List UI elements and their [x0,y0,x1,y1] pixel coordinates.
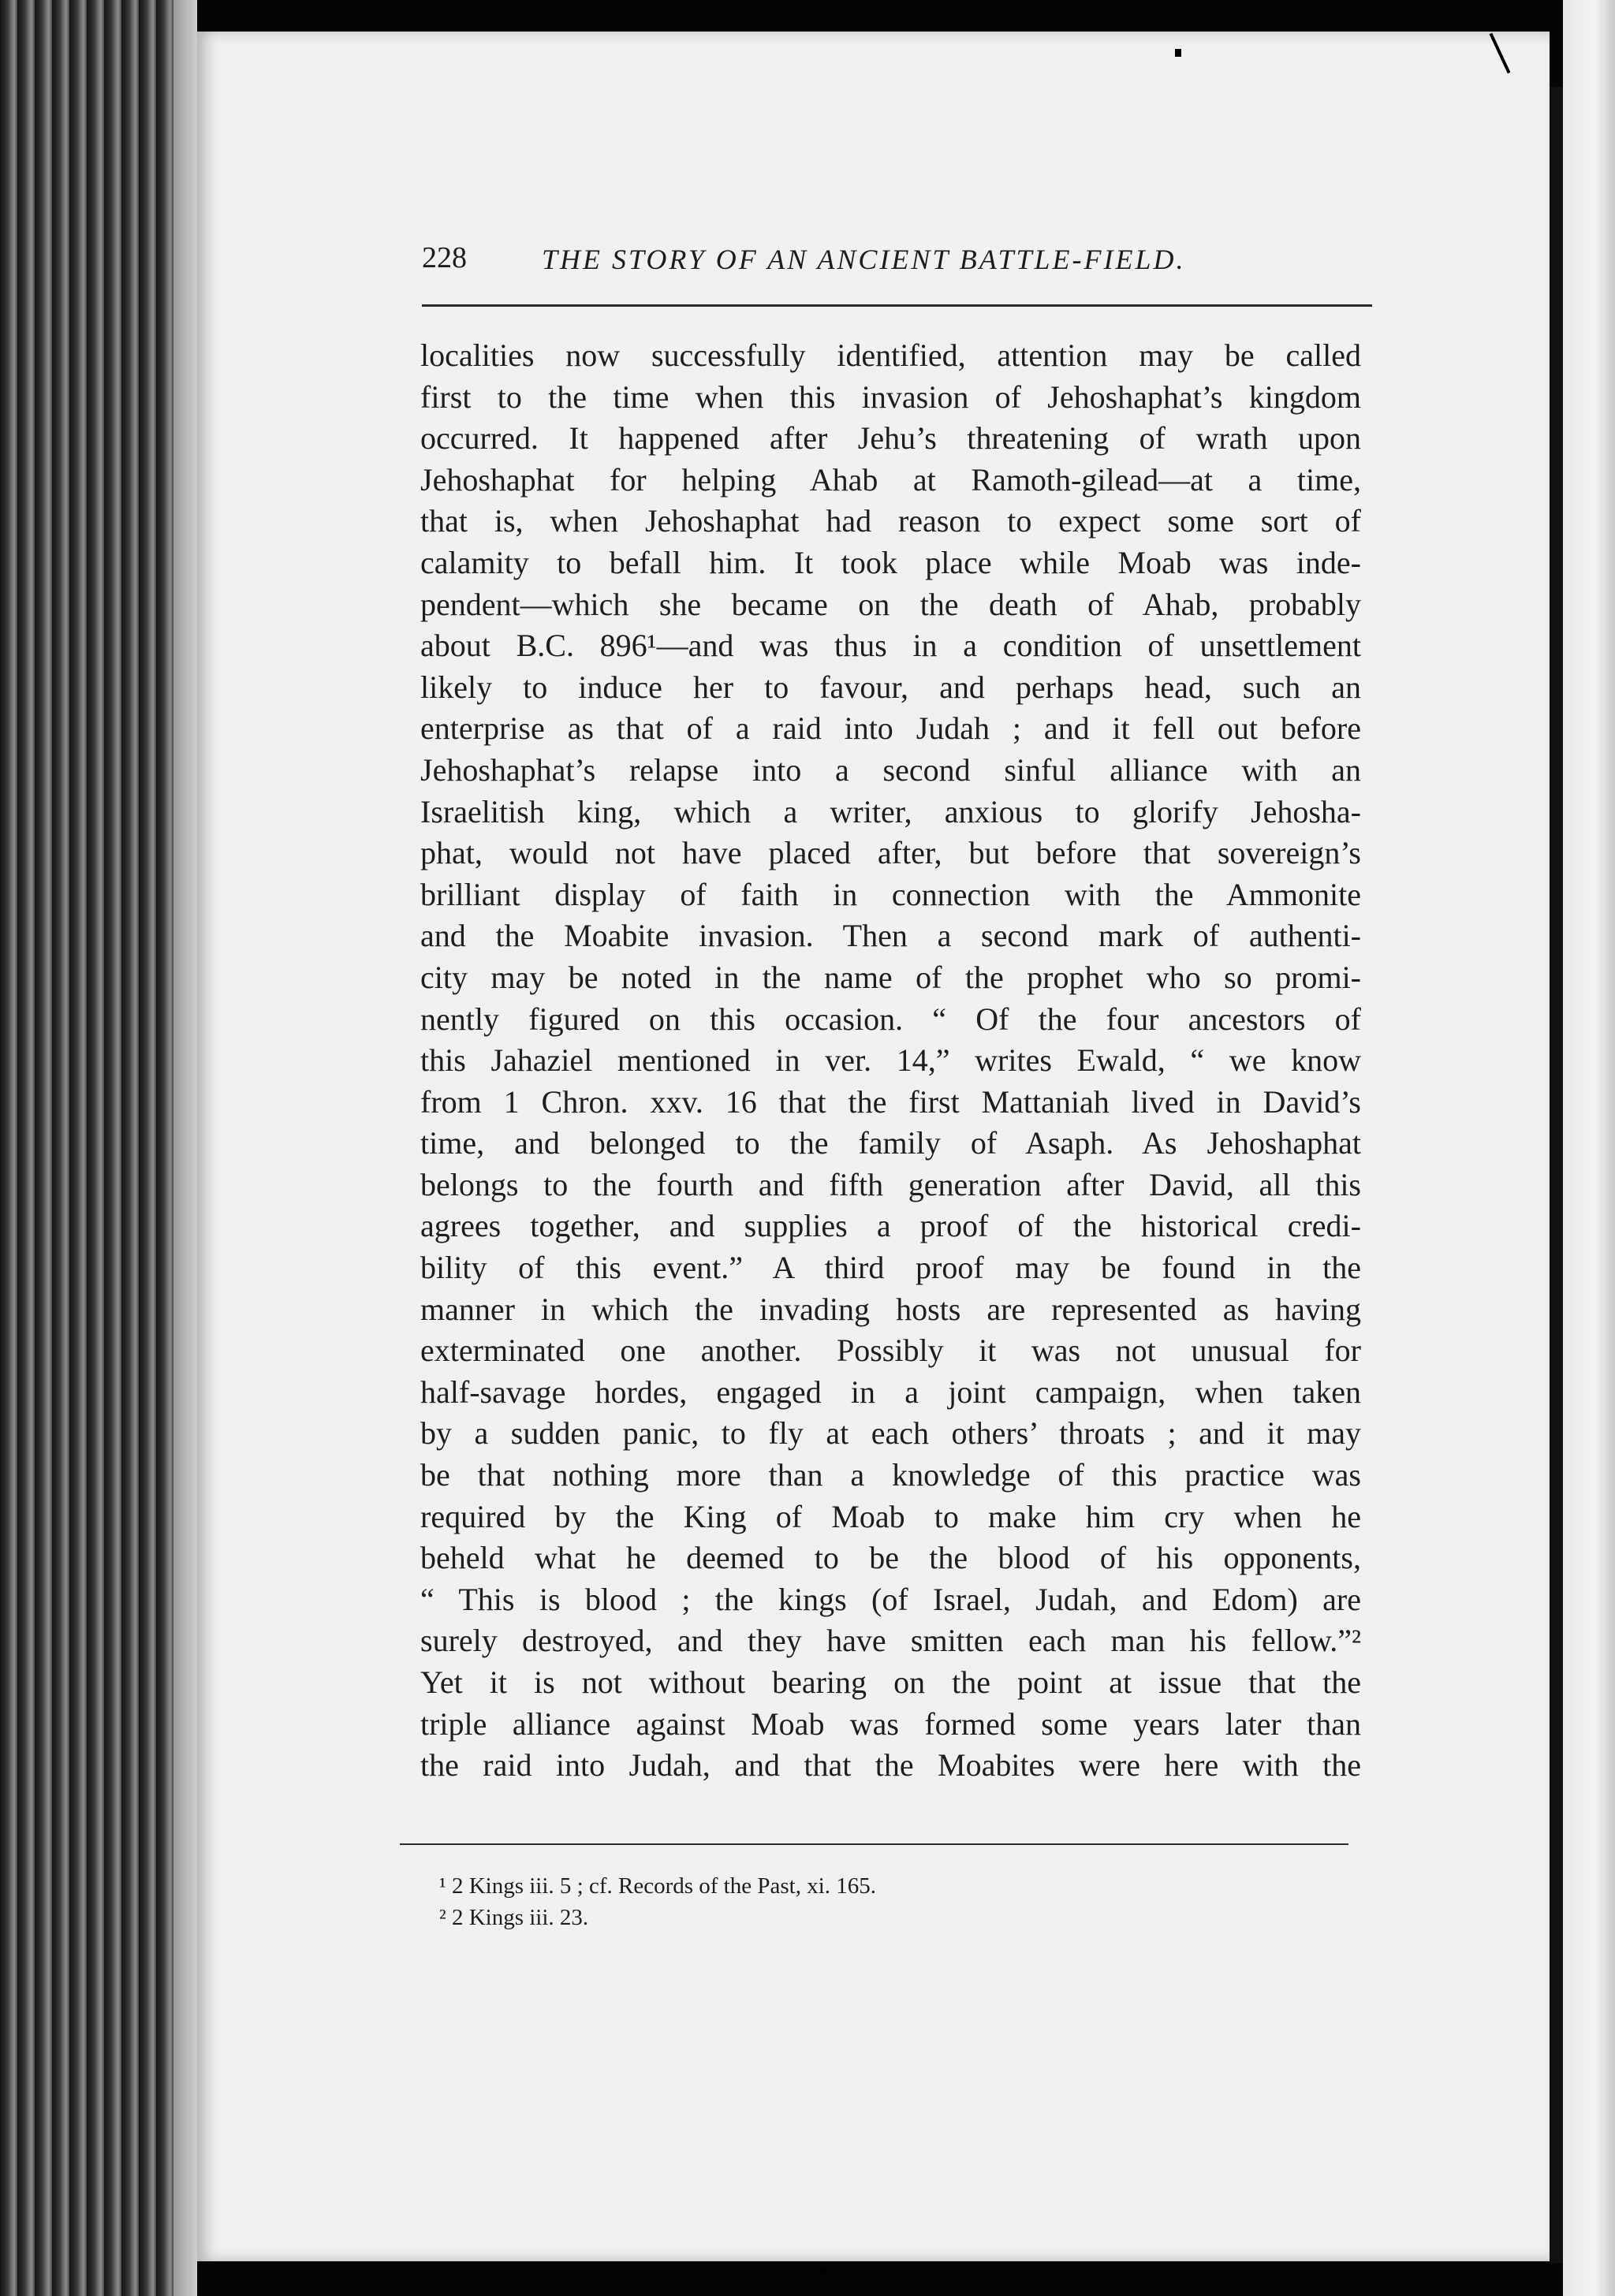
page-header [422,240,1372,304]
running-head: THE STORY OF AN ANCIENT BATTLE-FIELD. [542,244,1186,275]
text-line: Jehoshaphat’s relapse into a second sinful alliance with an [420,751,1361,788]
text-line: from 1 Chron. xxv. 16 that the first Mattaniah lived in David’s [420,1083,1361,1120]
text-line: manner in which the invading hosts are represented as having [420,1291,1361,1327]
book-page-edges [0,0,197,2296]
text-line: bility of this event.” A third proof may be found in the [420,1250,1361,1286]
text-line: pendent—which she became on the death of Ahab, probably [420,586,1361,622]
text-line: that is, when Jehoshaphat had reason to expect some sort of [420,503,1361,539]
text-line: this Jahaziel mentioned in ver. 14,” writes Ewald, “ we know [420,1042,1361,1079]
text-line: brilliant display of faith in connection with the Ammonite [420,876,1361,912]
footnote-1: ¹ 2 Kings iii. 5 ; cf. Records of the Past, xi. 165. [439,1873,877,1899]
footnote-2: ² 2 Kings iii. 23. [439,1905,589,1930]
footnotes [439,1870,876,1933]
text-line: required by the King of Moab to make him cry when he [420,1498,1361,1534]
footnote-rule [400,1843,1348,1845]
text-line: time, and belonged to the family of Asaph. As Jehoshaphat [420,1125,1361,1161]
text-line: enterprise as that of a raid into Judah ; and it fell out before [420,710,1361,747]
scan-speck [820,2268,827,2275]
text-line: about B.C. 896¹—and was thus in a condition of unsettlement [420,628,1361,664]
text-line: beheld what he deemed to be the blood of his opponents, [420,1540,1361,1576]
body-text [420,335,1361,1787]
text-line: half-savage hordes, engaged in a joint campaign, when taken [420,1374,1361,1410]
text-line: city may be noted in the name of the prophet who so promi- [420,959,1361,995]
binding-edge [1550,87,1563,2263]
text-line: surely destroyed, and they have smitten each man his fellow.”² [420,1623,1361,1659]
text-line: and the Moabite invasion. Then a second mark of authenti- [420,918,1361,954]
scan-speck [1175,49,1181,57]
text-line: triple alliance against Moab was formed some years later than [420,1705,1361,1742]
facing-page-edge [1563,0,1615,2296]
text-line: Yet it is not without bearing on the point at issue that the [420,1664,1361,1700]
text-line: be that nothing more than a knowledge of this practice was [420,1457,1361,1493]
text-line: phat, would not have placed after, but before that sovereign’s [420,835,1361,871]
text-line: Jehoshaphat for helping Ahab at Ramoth-gilead—at a time, [420,461,1361,498]
text-line: occurred. It happened after Jehu’s threatening of wrath upon [420,420,1361,457]
text-line: Israelitish king, which a writer, anxious to glorify Jehosha- [420,793,1361,829]
text-line: nently figured on this occasion. “ Of the four ancestors of [420,1001,1361,1037]
text-line: by a sudden panic, to fly at each others’ throats ; and it may [420,1415,1361,1452]
text-line: first to the time when this invasion of Jehoshaphat’s kingdom [420,378,1361,415]
header-rule [422,304,1372,307]
text-line: the raid into Judah, and that the Moabites were here with the [420,1747,1361,1784]
text-line: calamity to befall him. It took place while Moab was inde- [420,544,1361,580]
text-line: likely to induce her to favour, and perhaps head, such an [420,669,1361,705]
page-number: 228 [422,241,467,274]
text-line: localities now successfully identified, attention may be called [420,337,1361,373]
text-line: “ This is blood ; the kings (of Israel, Judah, and Edom) are [420,1581,1361,1617]
text-line: agrees together, and supplies a proof of the historical credi- [420,1208,1361,1244]
text-line: belongs to the fourth and fifth generation after David, all this [420,1166,1361,1202]
text-line: exterminated one another. Possibly it was not unusual for [420,1332,1361,1369]
